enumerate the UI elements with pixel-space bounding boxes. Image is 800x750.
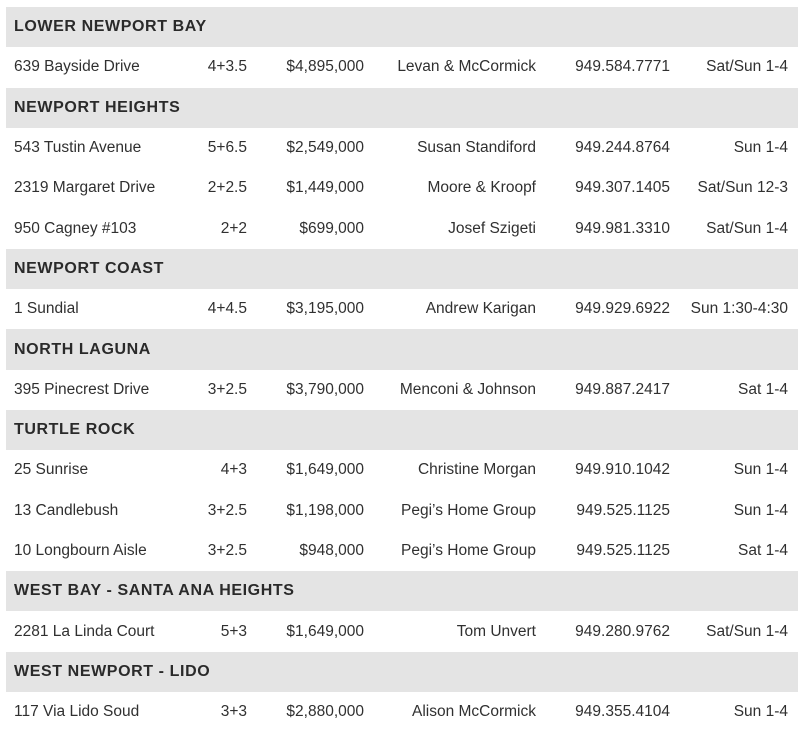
listing-bed-bath: 5+6.5 xyxy=(207,139,247,157)
listing-price: $1,649,000 xyxy=(286,461,364,479)
listing-bed-bath: 3+3 xyxy=(220,703,247,721)
listing-agent: Menconi & Johnson xyxy=(399,380,536,398)
listing-bed-bath: 3+2.5 xyxy=(207,542,247,559)
listing-price: $4,895,000 xyxy=(286,58,364,76)
listing-price: $3,195,000 xyxy=(286,300,364,318)
listing-bed-bath: 4+3 xyxy=(220,461,247,479)
table-row xyxy=(6,692,798,732)
listing-price: $1,449,000 xyxy=(286,179,364,197)
listing-open-house-time: Sun 1-4 xyxy=(733,501,788,519)
listing-address: 117 Via Lido Soud xyxy=(14,703,140,721)
section-header: NEWPORT COAST xyxy=(6,249,798,289)
section-header: LOWER NEWPORT BAY xyxy=(6,7,798,47)
listing-address: 10 Longbourn Aisle xyxy=(14,542,147,559)
table-row xyxy=(6,370,798,410)
listing-bed-bath: 5+3 xyxy=(220,622,247,640)
table-row xyxy=(6,289,798,329)
listing-agent: Tom Unvert xyxy=(456,622,536,640)
listing-phone: 949.910.1042 xyxy=(575,461,670,479)
section-header: TURTLE ROCK xyxy=(6,410,798,450)
listing-address: 1 Sundial xyxy=(14,300,79,318)
listing-bed-bath: 2+2 xyxy=(220,219,247,237)
table-row xyxy=(6,450,798,490)
section-header: NORTH LAGUNA xyxy=(6,329,798,369)
listing-agent: Pegi’s Home Group xyxy=(401,542,536,559)
listing-open-house-time: Sun 1-4 xyxy=(733,703,788,721)
table-row xyxy=(6,491,798,531)
table-row xyxy=(6,168,798,208)
listing-address: 639 Bayside Drive xyxy=(14,58,140,76)
section-header: WEST BAY - SANTA ANA HEIGHTS xyxy=(6,571,798,611)
listing-bed-bath: 4+3.5 xyxy=(207,58,247,76)
listing-agent: Andrew Karigan xyxy=(425,300,536,318)
listing-address: 950 Cagney #103 xyxy=(14,219,137,237)
listing-address: 2319 Margaret Drive xyxy=(14,179,156,197)
listing-phone: 949.280.9762 xyxy=(575,622,670,640)
open-house-listings-table xyxy=(6,7,798,732)
section-header: NEWPORT HEIGHTS xyxy=(6,88,798,128)
listing-address: 543 Tustin Avenue xyxy=(14,139,142,157)
listing-open-house-time: Sat/Sun 1-4 xyxy=(706,622,788,640)
listing-phone: 949.887.2417 xyxy=(575,380,670,398)
table-row xyxy=(6,128,798,168)
listing-phone: 949.929.6922 xyxy=(575,300,670,318)
listing-open-house-time: Sun 1-4 xyxy=(733,461,788,479)
table-row xyxy=(6,611,798,651)
listing-price: $2,880,000 xyxy=(286,703,364,721)
listing-bed-bath: 3+2.5 xyxy=(207,501,247,519)
table-row xyxy=(6,531,798,571)
listing-price: $3,790,000 xyxy=(286,380,364,398)
listing-open-house-time: Sat/Sun 1-4 xyxy=(706,58,788,76)
listing-agent: Levan & McCormick xyxy=(397,58,536,76)
listing-phone: 949.981.3310 xyxy=(575,219,670,237)
listing-phone: 949.244.8764 xyxy=(575,139,670,157)
listing-open-house-time: Sat/Sun 12-3 xyxy=(697,179,788,197)
listing-phone: 949.525.1125 xyxy=(576,501,670,519)
listing-agent: Moore & Kroopf xyxy=(427,179,536,197)
listing-address: 25 Sunrise xyxy=(14,461,89,479)
listing-open-house-time: Sun 1-4 xyxy=(733,139,788,157)
section-header: WEST NEWPORT - LIDO xyxy=(6,652,798,692)
table-row xyxy=(6,208,798,248)
listing-price: $1,198,000 xyxy=(286,501,364,519)
listing-address: 2281 La Linda Court xyxy=(14,622,155,640)
listing-open-house-time: Sat 1-4 xyxy=(738,380,788,398)
listing-open-house-time: Sat/Sun 1-4 xyxy=(706,219,788,237)
listing-bed-bath: 2+2.5 xyxy=(207,179,247,197)
listing-agent: Josef Szigeti xyxy=(448,219,536,237)
listing-price: $699,000 xyxy=(299,219,364,237)
listing-price: $2,549,000 xyxy=(286,139,364,157)
listing-agent: Susan Standiford xyxy=(417,139,536,157)
listing-open-house-time: Sat 1-4 xyxy=(738,542,788,559)
listing-bed-bath: 3+2.5 xyxy=(207,380,247,398)
listing-phone: 949.355.4104 xyxy=(575,703,670,721)
listing-address: 13 Candlebush xyxy=(14,501,119,519)
listing-price: $1,649,000 xyxy=(286,622,364,640)
listing-phone: 949.307.1405 xyxy=(575,179,670,197)
listing-bed-bath: 4+4.5 xyxy=(207,300,247,318)
table-row xyxy=(6,47,798,87)
listing-agent: Pegi’s Home Group xyxy=(401,501,536,519)
listing-agent: Alison McCormick xyxy=(411,703,536,721)
listing-agent: Christine Morgan xyxy=(417,461,536,479)
listing-phone: 949.525.1125 xyxy=(576,542,670,559)
listing-price: $948,000 xyxy=(299,542,364,559)
listing-phone: 949.584.7771 xyxy=(575,58,670,76)
listing-address: 395 Pinecrest Drive xyxy=(14,380,150,398)
listing-open-house-time: Sun 1:30-4:30 xyxy=(690,300,788,318)
